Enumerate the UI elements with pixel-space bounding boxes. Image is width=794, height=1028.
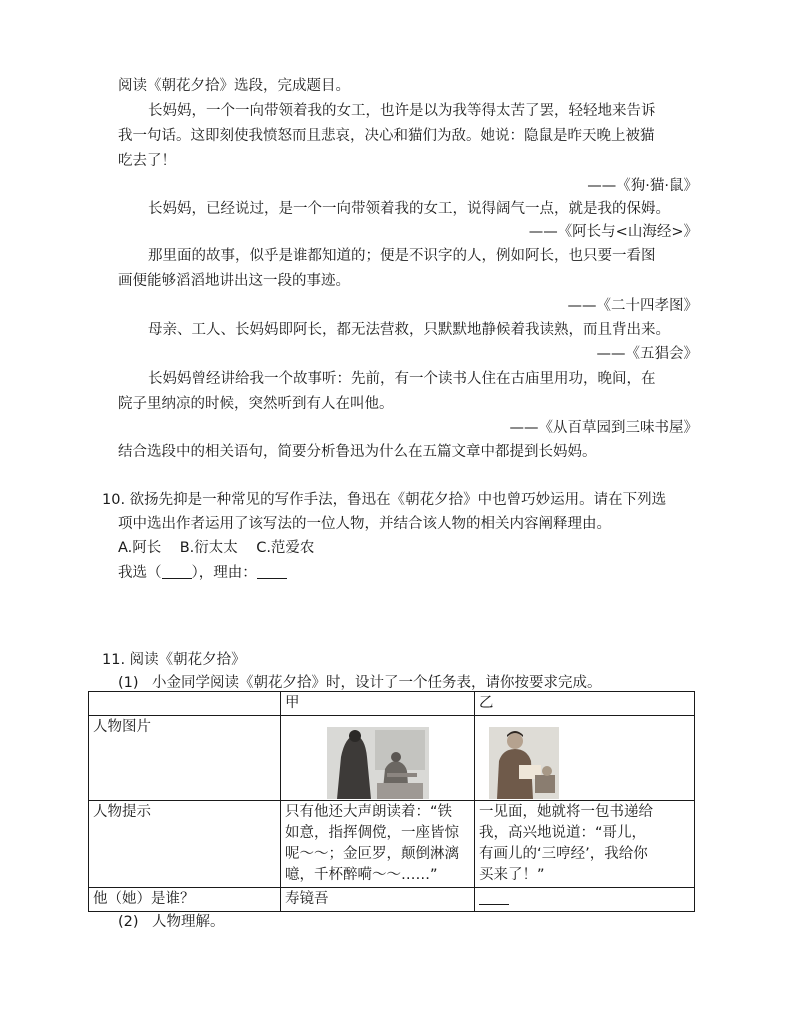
q11-sub2-number: (2) bbox=[118, 914, 139, 930]
q10-answer-line bbox=[118, 563, 287, 583]
passage-paragraph-5-line-2: 院子里纳凉的时候，突然听到有人在叫他。 bbox=[118, 396, 394, 412]
passage-intro: 阅读《朝花夕拾》选段，完成题目。 bbox=[118, 78, 350, 94]
hint-jia-line-4: 噫，千杯醉嗬～～……” bbox=[285, 867, 438, 883]
teacher-reading-illustration bbox=[327, 727, 429, 799]
row-label-hint: 人物提示 bbox=[89, 801, 281, 888]
source-wuchang-fair: ——《五猖会》 bbox=[596, 346, 698, 362]
table-header-yi: 乙 bbox=[475, 692, 695, 716]
passage-paragraph-1-line-2: 我一句话。这即刻使我愤怒而且悲哀，决心和猫们为敌。她说：隐鼠是昨天晚上被猫 bbox=[118, 128, 655, 144]
hint-jia-line-1: 只有他还大声朗读着：“铁 bbox=[285, 804, 453, 820]
image-cell-yi bbox=[475, 716, 695, 801]
q10-choice-label: 我选（ bbox=[118, 565, 162, 581]
image-cell-jia bbox=[281, 716, 475, 801]
q11-sub1-number: (1) bbox=[118, 675, 139, 691]
table-header-jia: 甲 bbox=[281, 692, 475, 716]
source-ah-chang: ——《阿长与<山海经>》 bbox=[528, 224, 698, 240]
who-cell-yi bbox=[475, 888, 695, 912]
hint-jia-line-3: 呢～～；金叵罗，颠倒淋漓 bbox=[285, 846, 459, 862]
q10-reason-blank[interactable] bbox=[257, 564, 287, 579]
q10-text-line-2: 项中选出作者运用了该写法的一位人物，并结合该人物的相关内容阐释理由。 bbox=[118, 516, 611, 532]
task-table bbox=[88, 691, 695, 912]
source-baicao-garden: ——《从百草园到三味书屋》 bbox=[509, 420, 698, 436]
table-row-who bbox=[89, 888, 695, 912]
table-row-hint bbox=[89, 801, 695, 888]
hint-cell-yi bbox=[475, 801, 695, 888]
ah-chang-illustration bbox=[489, 727, 559, 799]
q11-sub1-text: 小金同学阅读《朝花夕拾》时，设计了一个任务表，请你按要求完成。 bbox=[152, 675, 602, 691]
table-row-image bbox=[89, 716, 695, 801]
table-header-empty bbox=[89, 692, 281, 716]
table-header-row bbox=[89, 692, 695, 716]
q11-title: 11. 阅读《朝花夕拾》 bbox=[102, 652, 246, 668]
source-24-filial: ——《二十四孝图》 bbox=[567, 298, 698, 314]
hint-cell-jia bbox=[281, 801, 475, 888]
hint-yi-line-4: 买来了！” bbox=[479, 867, 545, 883]
passage-question: 结合选段中的相关语句，简要分析鲁迅为什么在五篇文章中都提到长妈妈。 bbox=[118, 444, 597, 460]
who-yi-blank[interactable] bbox=[479, 890, 509, 905]
passage-paragraph-4: 母亲、工人、长妈妈即阿长，都无法营救，只默默地静候着我读熟，而且背出来。 bbox=[148, 322, 670, 338]
hint-yi-line-3: 有画儿的‘三哼经’，我给你 bbox=[479, 846, 648, 862]
passage-paragraph-3-line-2: 画便能够滔滔地讲出这一段的事迹。 bbox=[118, 273, 350, 289]
q10-options: A.阿长 B.衍太太 C.范爱农 bbox=[118, 540, 315, 556]
q10-text-line-1: 10. 欲扬先抑是一种常见的写作手法，鲁迅在《朝花夕拾》中也曾巧妙运用。请在下列选 bbox=[102, 492, 667, 508]
passage-paragraph-5-line-1: 长妈妈曾经讲给我一个故事听：先前，有一个读书人住在古庙里用功，晚间，在 bbox=[148, 371, 656, 387]
passage-paragraph-3-line-1: 那里面的故事，似乎是谁都知道的；便是不识字的人，例如阿长，也只要一看图 bbox=[148, 248, 656, 264]
q10-choice-blank[interactable] bbox=[162, 564, 192, 579]
hint-yi-line-1: 一见面，她就将一包书递给 bbox=[479, 804, 653, 820]
row-label-who: 他（她）是谁？ bbox=[89, 888, 281, 912]
source-dog-cat-mouse: ——《狗·猫·鼠》 bbox=[587, 178, 698, 194]
hint-yi-line-2: 我，高兴地说道：“哥儿， bbox=[479, 825, 647, 841]
q11-sub2-text: 人物理解。 bbox=[152, 914, 225, 930]
who-cell-jia: 寿镜吾 bbox=[281, 888, 475, 912]
row-label-image: 人物图片 bbox=[89, 716, 281, 801]
hint-jia-line-2: 如意，指挥倜傥，一座皆惊 bbox=[285, 825, 459, 841]
passage-paragraph-2: 长妈妈，已经说过，是一个一向带领着我的女工，说得阔气一点，就是我的保姆。 bbox=[148, 201, 670, 217]
passage-paragraph-1-line-3: 吃去了！ bbox=[118, 153, 176, 169]
passage-paragraph-1-line-1: 长妈妈，一个一向带领着我的女工，也许是以为我等得太苦了罢，轻轻地来告诉 bbox=[148, 103, 656, 119]
q10-reason-label: ），理由： bbox=[191, 565, 257, 581]
